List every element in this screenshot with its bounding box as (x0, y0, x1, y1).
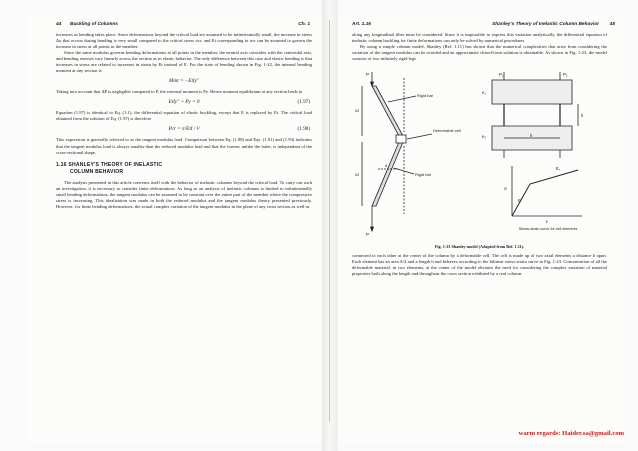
left-running-title: Buckling of Columns (70, 22, 118, 27)
label-e2: e₂ (482, 134, 486, 140)
left-paragraph-1: increases as bending takes place. Since deformations beyond the critical load are assumed to be infinitesimally small, the increase in stress Δσ that occurs during bending is very small compared to the critical stress σcr, and Et corresponding to σcr can be assumed to govern the increase in stress at all points in the member. (56, 32, 312, 50)
section-heading (56, 162, 312, 176)
left-chapter: Ch. 1 (298, 22, 310, 27)
left-running-head (56, 20, 310, 30)
label-l-over-2-top: l/2 (355, 108, 360, 114)
left-paragraph-2: Since the same modulus governs bending deformations at all points in the member, the neutral axis coincides with the centroidal axis, and bending stresses vary linearly across the section as in elastic behavior. The only difference between this case and elastic bending is that increases in stress are related to increases in strain by Et instead of E. For the state of bending shown in Fig. 1-22, the internal bending moment at any section is (56, 50, 312, 74)
book-gutter (322, 0, 338, 451)
equation-1-98-number: (1.98) (297, 126, 310, 133)
label-rigid-bar-top: Rigid bar (417, 93, 434, 99)
right-page-number: 45 (609, 22, 615, 27)
bilinear-curve (512, 170, 578, 216)
shanley-model-figure (352, 66, 607, 242)
label-h-width: h (530, 133, 533, 139)
cell-top-block (492, 80, 572, 104)
label-P1: P₁ (499, 72, 504, 78)
top-rigid-bar (372, 86, 403, 136)
left-paragraph-6: The analysis presented in this article concerns itself with the behavior of inelastic columns beyond the critical load. To carry out such an investigation, it is necessary to consider finite deformations. As long as an analysis of inelastic columns is limited to infinitesimally small bending deformations, the tangent modulus can be assumed to be constant over the entire part of the member where the compressive stress is increasing. This idealization was made in both the reduced modulus and the tangent modulus theory presented previously. However, for finite bending deformations, the actual complex variation of the tangent modulus in the plane of any cross section as well as (56, 179, 312, 209)
figure-caption: Fig. 1-23 Shanley model (Adapted from Ref. 1.11). (434, 244, 525, 250)
left-paragraph-3: Taking into account that ΔP is negligible compared to P, the external moment is Py. Hence moment equilibrium at any section leads to (56, 89, 303, 95)
label-Et: Eₜ (556, 166, 561, 172)
right-paragraph-3: connected to each other at the center of the column by a deformable cell. The cell is made up of two axial elements a distance h apart. Each element has an area A/2 and a length h and behaves according to the bilinear stress-strain curve in Fig. 1-23. Concentration of all the deformable material, in two elements, at the center of the model obviates the need for considering the complex variation of material properties both along the length and throughout the cross section exhibited by a real column. (352, 253, 607, 277)
label-epsilon: ε (546, 219, 549, 225)
left-paragraph-4: Equation (1.97) is identical to Eq. (1.1), the differential equation of elastic buckling, except that E is replaced by Et. The critical load obtained from the solution of Eq. (1.97) is therefore (56, 110, 312, 122)
right-paragraph-2: By using a simple column model, Shanley (Ref. 1.11) has shown that the numerical complexities that arise from considering the variation of the tangent modulus can be avoided and an approximate closed-form solution is obtainable. As shown in Fig. 1-23, the model consists of two infinitely rigid legs (352, 44, 607, 62)
label-P-top: P (366, 72, 370, 78)
label-l-over-2-bottom: l/2 (355, 172, 360, 178)
section-title-line-1: SHANLEY'S THEORY OF INELASTIC (68, 161, 163, 168)
equation-1-97 (56, 95, 312, 110)
label-E: E (518, 198, 521, 204)
section-title-line-2: COLUMN BEHAVIOR (70, 168, 124, 175)
left-page (26, 14, 322, 443)
watermark: warm regards: Haider.sa@gmail.com (518, 430, 624, 437)
label-P-bottom: P (366, 232, 370, 238)
label-h-length: h (581, 113, 584, 119)
section-number: 1.16 (56, 161, 67, 168)
equation-moment-text: Mint = −EtIy″ (168, 78, 200, 85)
left-paragraph-5: This expression is generally referred to as the tangent modulus load. Comparison between Eq. (1.98) and Eqs. (1.91) and (1.93) indicates that the tangent modulus load is always smaller than the reduced modulus load and that the former, unlike the latter, is independent of the cross-sectional shape. (56, 137, 312, 155)
left-body (56, 32, 312, 210)
equation-1-98-text: Pcr = π²EtI / l² (168, 126, 200, 133)
label-rigid-bar-bottom: Rigid bar (415, 172, 432, 178)
left-page-number: 44 (56, 22, 62, 27)
right-paragraph-1: along any longitudinal fiber must be considered. Since it is impossible to express this variation analytically, the differential equation of inelastic column buckling for finite deformations can only be solved by numerical procedures. (352, 32, 607, 44)
label-sigma: σ (504, 186, 507, 192)
equation-1-98 (56, 122, 312, 137)
right-article: Art. 1.16 (352, 22, 371, 27)
bottom-rigid-bar (372, 142, 403, 206)
right-page (338, 14, 625, 443)
deformable-cell (396, 135, 406, 143)
shanley-model-diagram (352, 66, 607, 242)
label-d: d (385, 163, 388, 169)
label-e1: e₁ (482, 90, 486, 96)
right-body (352, 32, 607, 277)
label-deformable-cell: Deformable cell (433, 128, 461, 134)
right-running-title: Shanley's Theory of Inelastic Column Behavior (492, 22, 599, 27)
label-stress-strain-caption: Stress-strain curve for cell elements (518, 227, 578, 232)
gutter-shadow-line (329, 20, 330, 422)
right-running-head (352, 20, 615, 30)
label-P2: P₂ (563, 72, 568, 78)
equation-moment (56, 74, 312, 89)
equation-1-97-text: EtIy″ + Py = 0 (168, 99, 200, 106)
equation-1-97-number: (1.97) (297, 99, 310, 106)
